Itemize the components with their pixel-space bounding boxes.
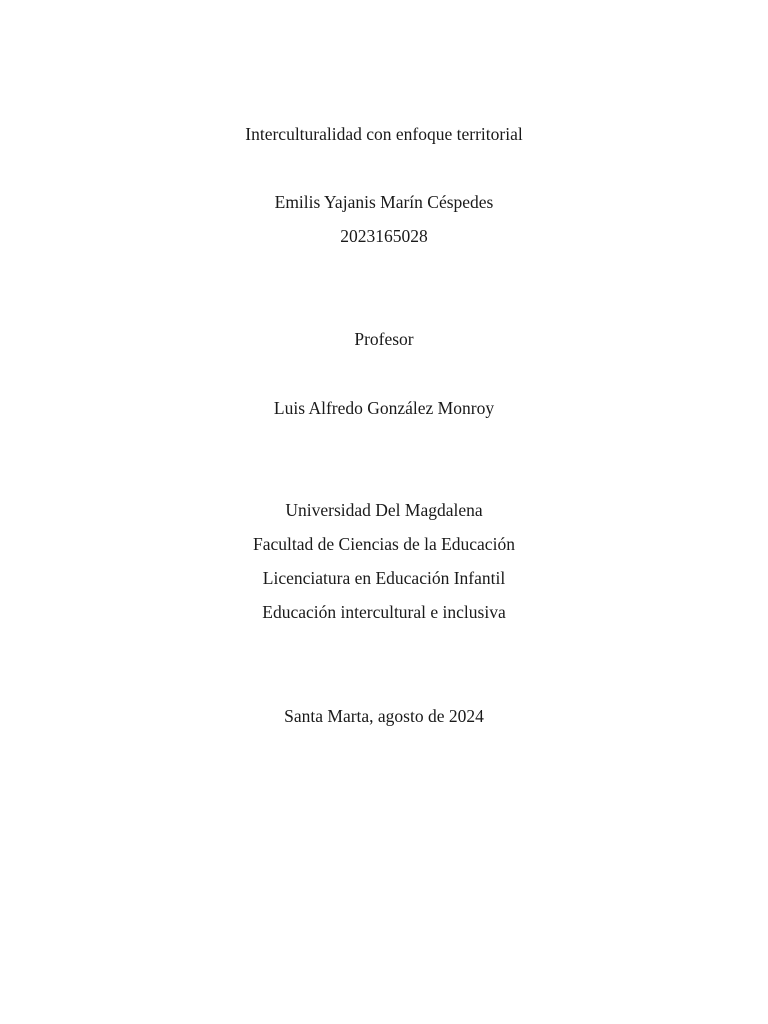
place-and-date: Santa Marta, agosto de 2024 [284, 706, 484, 726]
faculty-name: Facultad de Ciencias de la Educación [253, 534, 515, 554]
author-name: Emilis Yajanis Marín Céspedes [274, 192, 494, 212]
professor-name: Luis Alfredo González Monroy [273, 398, 495, 418]
university-name: Universidad Del Magdalena [285, 500, 483, 520]
course-name: Educación intercultural e inclusiva [262, 602, 506, 622]
professor-label: Profesor [354, 329, 414, 349]
document-title: Interculturalidad con enfoque territorial [245, 124, 523, 144]
program-name: Licenciatura en Educación Infantil [262, 568, 506, 588]
student-id: 2023165028 [340, 226, 428, 246]
